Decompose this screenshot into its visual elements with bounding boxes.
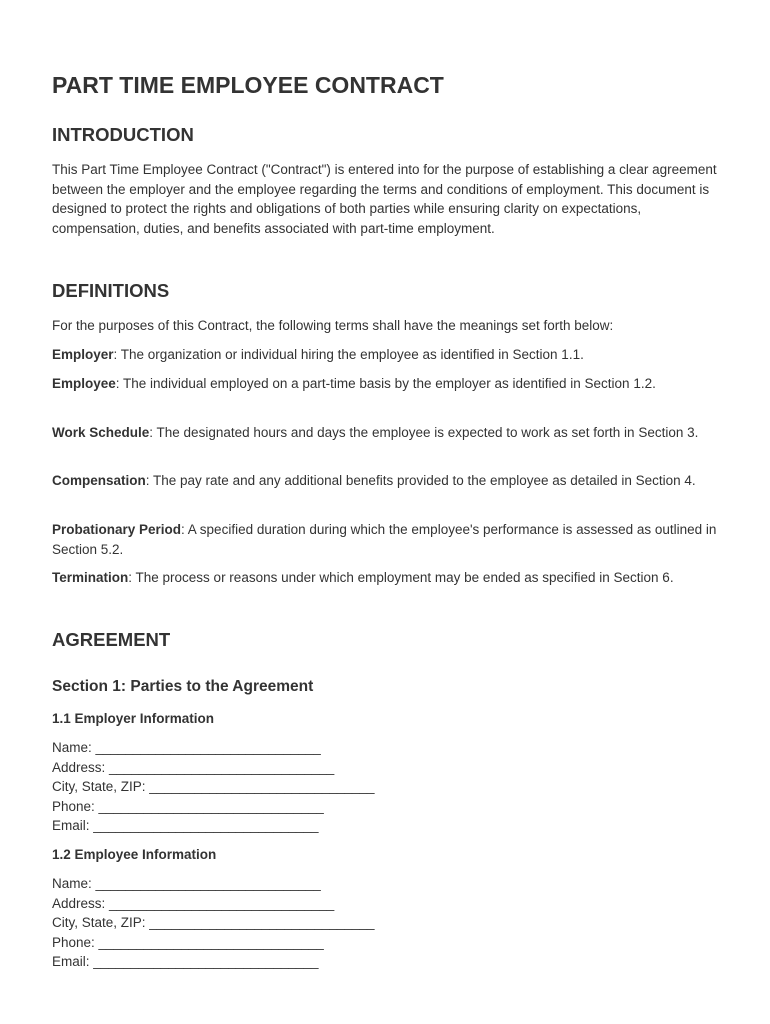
definition-text: : The organization or individual hiring the employee as identified in Section 1.1. (113, 347, 584, 362)
definition-employer (52, 345, 722, 365)
definitions-heading: DEFINITIONS (52, 280, 170, 301)
employer-info-fields (52, 738, 375, 836)
definition-text: : The designated hours and days the employee is expected to work as set forth in Section 3. (149, 425, 699, 440)
definition-term: Probationary Period (52, 522, 182, 537)
definition-text: : The process or reasons under which employment may be ended as specified in Section 6. (128, 570, 674, 585)
employer-address-field[interactable]: Address: ______________________________ (52, 759, 335, 775)
definition-term: Termination (52, 570, 129, 585)
agreement-heading: AGREEMENT (52, 629, 171, 650)
definition-termination (52, 568, 722, 588)
definition-text: : The pay rate and any additional benefits provided to the employee as detailed in Section 4. (145, 473, 696, 488)
employee-info-fields (52, 874, 375, 972)
document-title: PART TIME EMPLOYEE CONTRACT (52, 72, 444, 98)
definition-probationary-period (52, 520, 722, 559)
section-1-heading: Section 1: Parties to the Agreement (52, 678, 314, 695)
definition-text: : A specified duration during which the employee's performance is assessed as outlined in Section 5.2. (52, 522, 717, 557)
employee-email-field[interactable]: Email: ______________________________ (52, 954, 319, 969)
definitions-intro: For the purposes of this Contract, the following terms shall have the meanings set forth below: (52, 318, 614, 333)
definition-term: Compensation (52, 473, 146, 488)
employer-name-field[interactable]: Name: ______________________________ (52, 740, 321, 755)
employer-email-field[interactable]: Email: ______________________________ (52, 818, 319, 833)
employee-address-field[interactable]: Address: ______________________________ (52, 895, 335, 911)
employer-phone-field[interactable]: Phone: ______________________________ (52, 798, 324, 814)
definition-work-schedule (52, 423, 722, 443)
definition-compensation (52, 471, 722, 491)
employee-city-state-zip-field[interactable]: City, State, ZIP: ______________________________ (52, 915, 375, 930)
definition-employee (52, 374, 722, 394)
employer-city-state-zip-field[interactable]: City, State, ZIP: ______________________________ (52, 779, 375, 794)
introduction-heading: INTRODUCTION (52, 124, 194, 145)
introduction-text: This Part Time Employee Contract ("Contract") is entered into for the purpose of establishing a clear agreement between the employer and the employee regarding the terms and conditions of employment. This document is designed to protect the rights and obligations of both parties while ensuring clarity on expectations, compensation, duties, and benefits associated with part-time employment. (52, 162, 717, 236)
definition-text: : The individual employed on a part-time basis by the employer as identified in Section 1.2. (115, 376, 656, 391)
employer-info-heading: 1.1 Employer Information (52, 711, 215, 726)
definition-term: Employer (52, 347, 114, 362)
employee-info-heading: 1.2 Employee Information (52, 847, 217, 862)
definition-term: Employee (52, 376, 116, 391)
definition-term: Work Schedule (52, 425, 150, 440)
employee-name-field[interactable]: Name: ______________________________ (52, 876, 321, 891)
employee-phone-field[interactable]: Phone: ______________________________ (52, 934, 324, 950)
